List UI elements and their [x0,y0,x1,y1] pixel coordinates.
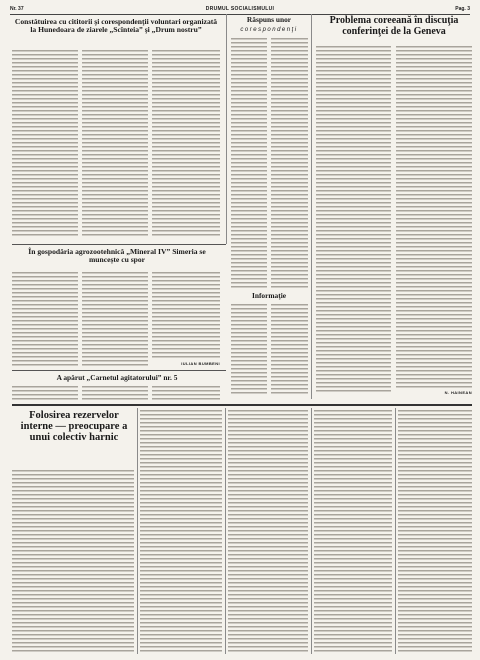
text-column [271,304,308,396]
column-rule [225,408,226,654]
headline-consfatuire: Constătuirea cu cititorii şi corespondenţii voluntari organizată la Hunedoara de ziarele „Scînteia” şi „Drum nostru” [14,17,218,34]
section-rule [12,244,226,245]
text-column [152,386,220,400]
headline-folosirea-rezervelor: Folosirea rezervelor interne — preocupare a unui colectiv harnic [20,410,128,444]
headline-problema-coreeana: Problema coreeană în discuţia conferinţei de la Geneva [329,15,459,37]
headline-gospodaria-simeria: În gospodăria agrozootehnică „Mineral IV” Simeria se muncește cu spor [28,247,206,264]
column-rule [311,14,312,399]
text-column [82,50,148,238]
headline-raspuns: Răspuns unor [246,15,292,24]
masthead [10,4,470,15]
column-rule [226,14,227,244]
text-column [231,304,267,396]
text-column [271,38,308,288]
section-rule [12,404,472,406]
text-column [152,272,220,360]
column-rule [137,408,138,654]
text-column [398,410,472,652]
page-number: Pag. 3 [455,6,470,12]
column-rule [395,408,396,654]
text-column [12,470,134,652]
section-rule [12,370,226,371]
headline-carnetul-agitatorului: A apărut „Carnetul agitatorului” nr. 5 [56,373,178,382]
signature-hainean: N. HAINEAN [444,390,472,395]
text-column [231,38,267,288]
text-column [396,46,472,388]
subhead-informatie: Informaţie [251,291,287,300]
text-column [316,46,391,394]
signature-bumbeni: IULIAN BUMBENI [181,361,220,366]
text-column [82,272,148,366]
text-column [12,386,78,400]
text-column [12,272,78,366]
text-column [228,410,308,652]
text-column [12,50,78,238]
issue-number: Nr. 37 [10,6,24,12]
text-column [314,410,392,652]
text-column [152,50,220,238]
kicker-corespondenti: corespondenţi [240,27,298,33]
column-rule [311,408,312,654]
text-column [140,410,222,652]
newspaper-title: DRUMUL SOCIALISMULUI [205,6,275,12]
text-column [82,386,148,400]
